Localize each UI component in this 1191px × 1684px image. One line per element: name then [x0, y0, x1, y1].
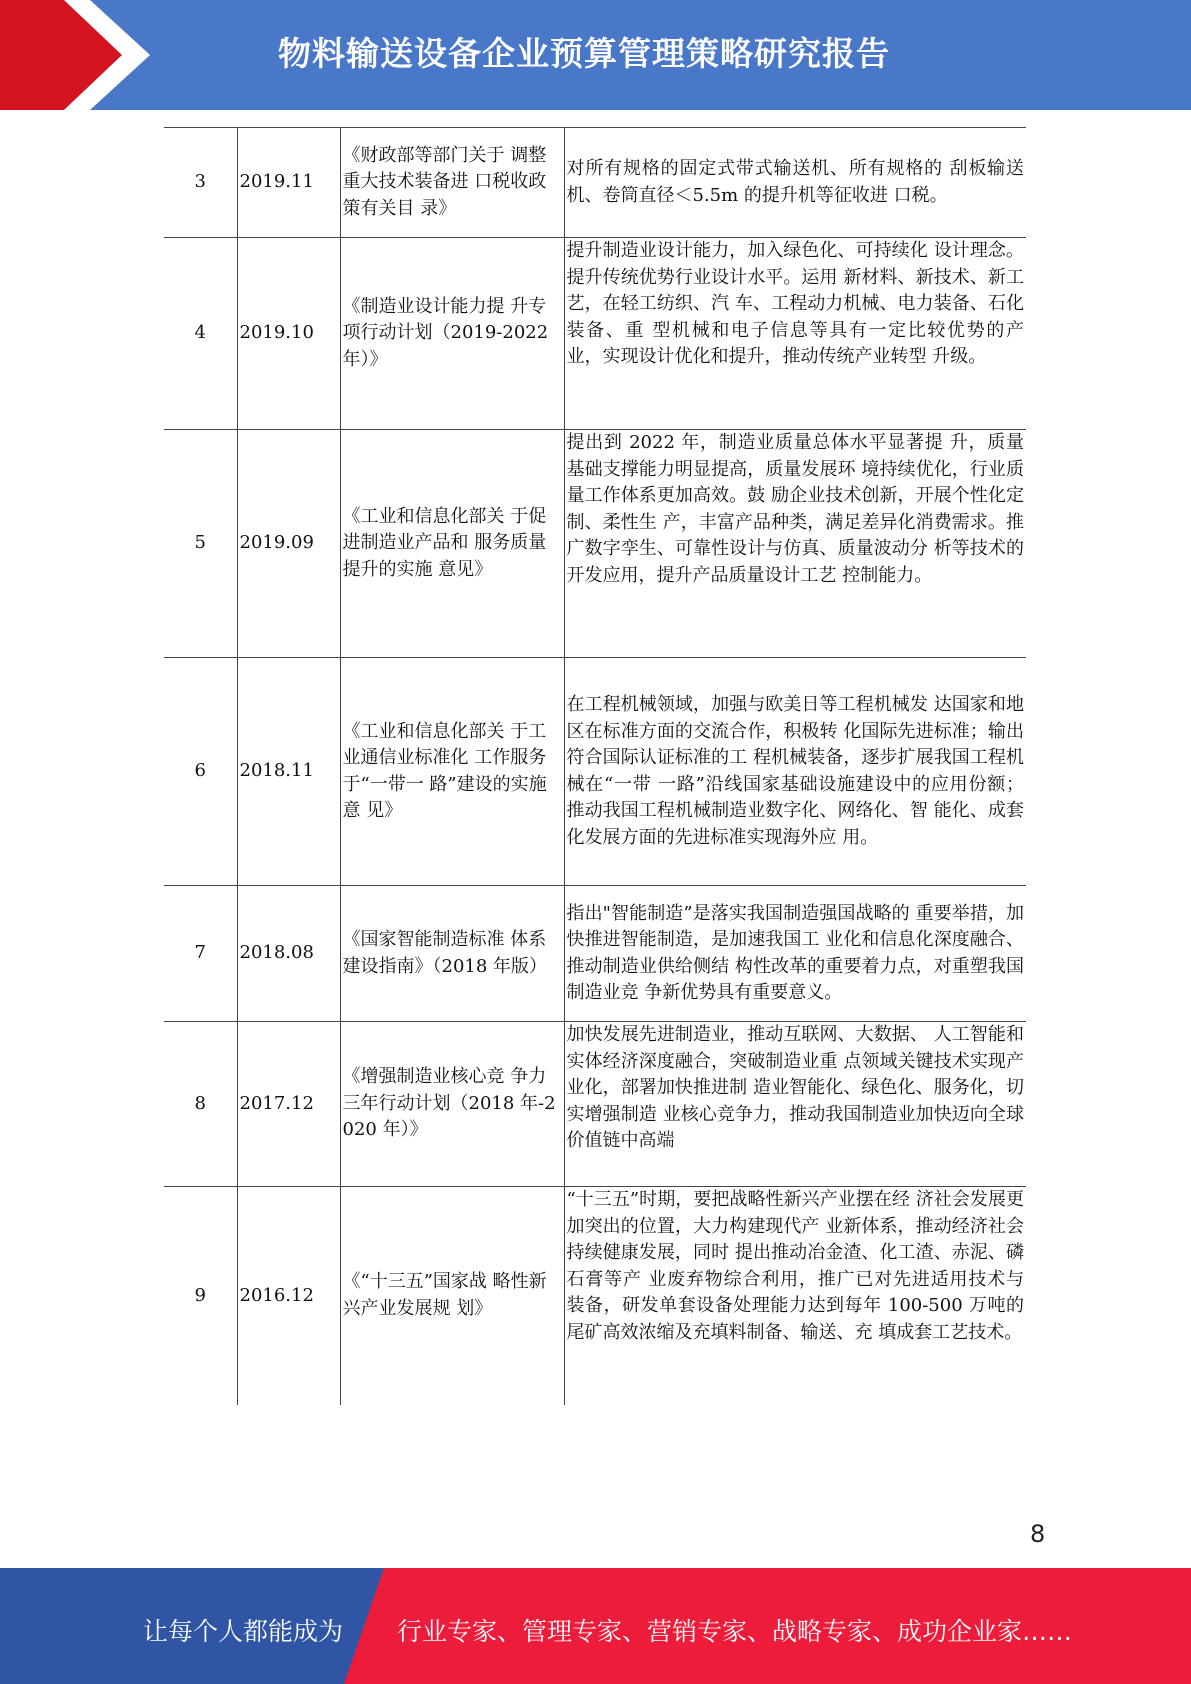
row-content: “十三五”时期，要把战略性新兴产业摆在经 济社会发展更加突出的位置，大力构建现代产 业新体系，推动经济社会持续健康发展，同时 提出推动冶金渣、化工渣、赤泥、磷石膏等产 业废弃物综合利用，推广已对先进适用技术与 装备，研发单套设备处理能力达到每年 100-500 万吨的尾矿高效浓缩及充填料制备、输送、充 填成套工艺技术。: [564, 1187, 1026, 1405]
table-row: [164, 430, 1026, 658]
table-row: [164, 658, 1026, 886]
row-number: 8: [164, 1022, 237, 1187]
page-header: [0, 0, 1191, 110]
policy-table: [164, 127, 1026, 1405]
row-number: 6: [164, 658, 237, 886]
policy-table-container: [164, 127, 1026, 1405]
row-policy: 《财政部等部门关于 调整重大技术装备进 口税收政策有关目 录》: [340, 128, 564, 238]
row-content: 对所有规格的固定式带式输送机、所有规格的 刮板输送机、卷筒直径＜5.5m 的提升机等征收进 口税。: [564, 128, 1026, 238]
page-footer: [0, 1568, 1191, 1684]
row-date: 2017.12: [237, 1022, 340, 1187]
report-title: 物料输送设备企业预算管理策略研究报告: [278, 34, 890, 73]
row-policy: 《“十三五”国家战 略性新兴产业发展规 划》: [340, 1187, 564, 1405]
row-number: 7: [164, 886, 237, 1022]
row-date: 2019.11: [237, 128, 340, 238]
row-policy: 《制造业设计能力提 升专项行动计划（2019-2022 年）》: [340, 238, 564, 430]
table-row: [164, 128, 1026, 238]
row-content: 在工程机械领域，加强与欧美日等工程机械发 达国家和地区在标准方面的交流合作，积极转 化国际先进标准；输出符合国际认证标准的工 程机械装备，逐步扩展我国工程机械在“一带 一路”沿线国家基础设施建设中的应用份额； 推动我国工程机械制造业数字化、网络化、智 能化、成套化发展方面的先进标准实现海外应 用。: [564, 658, 1026, 886]
row-date: 2018.11: [237, 658, 340, 886]
row-number: 9: [194, 1284, 206, 1306]
row-content: 提升制造业设计能力，加入绿色化、可持续化 设计理念。提升传统优势行业设计水平。运用 新材料、新技术、新工艺，在轻工纺织、汽 车、工程动力机械、电力装备、石化装备、重 型机械和电子信息等具有一定比较优势的产 业，实现设计优化和提升，推动传统产业转型 升级。: [564, 238, 1026, 430]
table-row: [164, 238, 1026, 430]
row-date: 2019.10: [237, 238, 340, 430]
row-content: 提出到 2022 年，制造业质量总体水平显著提 升，质量基础支撑能力明显提高，质量发展环 境持续优化，行业质量工作体系更加高效。鼓 励企业技术创新，开展个性化定制、柔性生 产，丰富产品种类，满足差异化消费需求。推 广数字孪生、可靠性设计与仿真、质量波动分 析等技术的开发应用，提升产品质量设计工艺 控制能力。: [564, 430, 1026, 658]
row-content: 指出"智能制造”是落实我国制造强国战略的 重要举措，加快推进智能制造，是加速我国工 业化和信息化深度融合、推动制造业供给侧结 构性改革的重要着力点，对重塑我国制造业竞 争新优势具有重要意义。: [564, 886, 1026, 1022]
footer-slogan-right: 行业专家、管理专家、营销专家、战略专家、成功企业家……: [397, 1617, 1073, 1646]
footer-slogan-left: 让每个人都能成为: [143, 1617, 344, 1646]
row-content: 加快发展先进制造业，推动互联网、大数据、 人工智能和实体经济深度融合，突破制造业重 点领域关键技术实现产业化，部署加快推进制 造业智能化、绿色化、服务化，切实增强制造 业核心竞争力，推动我国制造业加快迈向全球 价值链中高端: [564, 1022, 1026, 1187]
page-number: 8: [1030, 1520, 1046, 1548]
table-row: [164, 1022, 1026, 1187]
row-date: 2018.08: [237, 886, 340, 1022]
row-date: 2019.09: [237, 430, 340, 658]
row-number: 3: [164, 128, 237, 238]
row-date: 2016.12: [237, 1187, 340, 1405]
row-policy: 《工业和信息化部关 于促进制造业产品和 服务质量提升的实施 意见》: [340, 430, 564, 658]
row-policy: 《国家智能制造标准 体系建设指南》（2018 年版）: [340, 886, 564, 1022]
table-row: [164, 1187, 1026, 1405]
row-number: 4: [164, 238, 237, 430]
table-row: [164, 886, 1026, 1022]
row-policy: 《增强制造业核心竞 争力三年行动计划（2018 年-2020 年）》: [340, 1022, 564, 1187]
row-number: 5: [164, 430, 237, 658]
row-policy: 《工业和信息化部关 于工业通信业标准化 工作服务于“一带一 路”建设的实施意 见》: [340, 658, 564, 886]
